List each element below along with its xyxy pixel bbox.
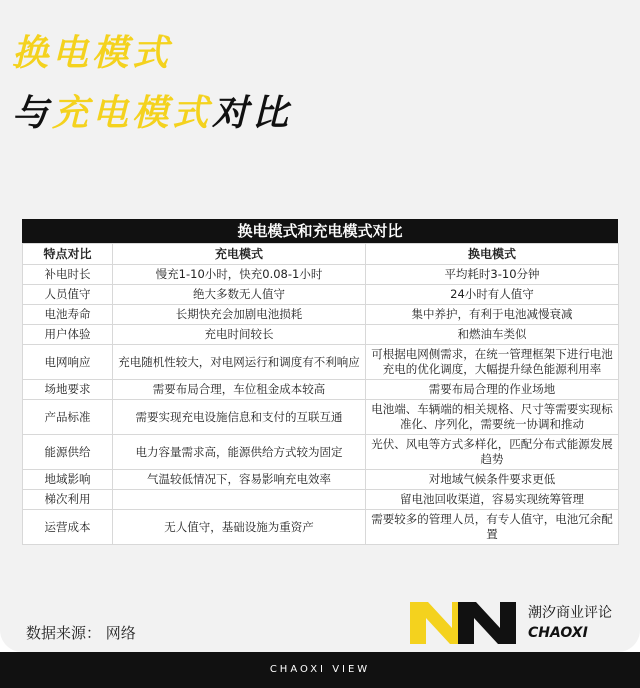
cell-feature: 电池寿命	[23, 305, 113, 325]
header-swapping: 换电模式	[366, 244, 619, 265]
table-row	[23, 285, 619, 305]
cell-feature: 产品标准	[23, 400, 113, 435]
table-row	[23, 380, 619, 400]
chaoxi-logo-icon	[408, 598, 518, 648]
table-row	[23, 265, 619, 285]
header-feature: 特点对比	[23, 244, 113, 265]
cell-swapping: 需要布局合理的作业场地	[366, 380, 619, 400]
cell-swapping: 可根据电网侧需求，在统一管理框架下进行电池充电的优化调度，大幅提升绿色能源利用率	[366, 345, 619, 380]
table-row	[23, 345, 619, 380]
cell-charging: 无人值守，基础设施为重资产	[113, 510, 366, 545]
cell-charging: 需要实现充电设施信息和支付的互联互通	[113, 400, 366, 435]
title-line-1: 换电模式	[12, 33, 173, 74]
table-row	[23, 490, 619, 510]
cell-charging: 慢充1-10小时，快充0.08-1小时	[113, 265, 366, 285]
cell-feature: 用户体验	[23, 325, 113, 345]
cell-charging	[113, 490, 366, 510]
cell-feature: 人员值守	[23, 285, 113, 305]
table-caption: 换电模式和充电模式对比	[22, 219, 618, 243]
cell-feature: 补电时长	[23, 265, 113, 285]
header-charging: 充电模式	[113, 244, 366, 265]
brand-name-cn: 潮汐商业评论	[528, 605, 612, 621]
footer-bar: CHAOXI VIEW	[0, 652, 640, 688]
table-header-row	[23, 244, 619, 265]
cell-swapping: 24小时有人值守	[366, 285, 619, 305]
table-row	[23, 510, 619, 545]
table-row	[23, 400, 619, 435]
cell-charging: 气温较低情况下，容易影响充电效率	[113, 470, 366, 490]
comparison-table	[22, 219, 618, 545]
data-source: 数据来源： 网络	[26, 624, 136, 642]
cell-charging: 绝大多数无人值守	[113, 285, 366, 305]
title-part-2: 充电模式	[52, 93, 213, 134]
table-row	[23, 305, 619, 325]
cell-feature: 地域影响	[23, 470, 113, 490]
cell-charging: 充电随机性较大，对电网运行和调度有不利响应	[113, 345, 366, 380]
cell-feature: 梯次利用	[23, 490, 113, 510]
table-row	[23, 435, 619, 470]
title-part-1: 与	[12, 93, 53, 134]
cell-feature: 电网响应	[23, 345, 113, 380]
cell-swapping: 和燃油车类似	[366, 325, 619, 345]
brand-name-en: CHAOXI	[528, 625, 588, 641]
cell-swapping: 平均耗时3-10分钟	[366, 265, 619, 285]
cell-swapping: 留电池回收渠道，容易实现统筹管理	[366, 490, 619, 510]
brand-block	[528, 602, 638, 641]
cell-charging: 电力容量需求高，能源供给方式较为固定	[113, 435, 366, 470]
cell-feature: 运营成本	[23, 510, 113, 545]
cell-charging: 需要布局合理，车位租金成本较高	[113, 380, 366, 400]
title-line-2	[12, 92, 292, 136]
cell-feature: 能源供给	[23, 435, 113, 470]
cell-swapping: 需要较多的管理人员，有专人值守，电池冗余配置	[366, 510, 619, 545]
cell-feature: 场地要求	[23, 380, 113, 400]
cell-swapping: 对地域气候条件要求更低	[366, 470, 619, 490]
cell-swapping: 集中养护，有利于电池减慢衰减	[366, 305, 619, 325]
cell-charging: 长期快充会加剧电池损耗	[113, 305, 366, 325]
comparison-grid	[22, 243, 619, 545]
cell-swapping: 电池端、车辆端的相关规格、尺寸等需要实现标准化、序列化，需要统一协调和推动	[366, 400, 619, 435]
table-row	[23, 470, 619, 490]
cell-swapping: 光伏、风电等方式多样化，匹配分布式能源发展趋势	[366, 435, 619, 470]
title-part-3: 对比	[212, 93, 293, 134]
cell-charging: 充电时间较长	[113, 325, 366, 345]
table-row	[23, 325, 619, 345]
